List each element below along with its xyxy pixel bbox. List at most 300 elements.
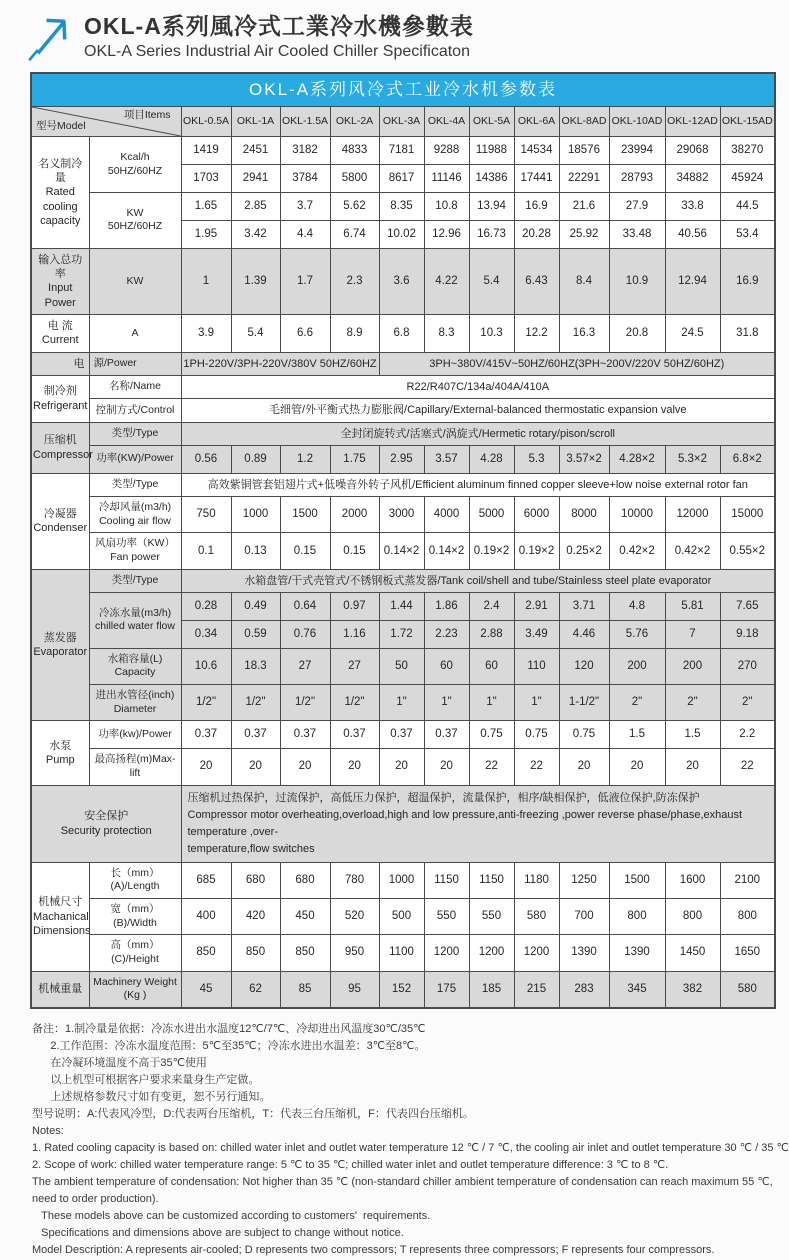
table-cell: 0.75: [514, 721, 559, 749]
table-row: [31, 248, 775, 314]
table-cell: 0.75: [469, 721, 514, 749]
table-cell: 110: [514, 648, 559, 684]
table-cell: 类型/Type: [89, 422, 181, 445]
table-cell: 450: [280, 899, 330, 935]
table-cell: 20: [330, 749, 379, 785]
page-titles: [84, 8, 474, 61]
model-header: OKL-3A: [379, 107, 424, 137]
table-cell: 20: [424, 749, 469, 785]
table-cell: 0.1: [181, 533, 231, 569]
table-cell: 29068: [665, 137, 720, 165]
table-cell: 0.64: [280, 592, 330, 620]
row-label-pump: 水泵 Pump: [31, 721, 89, 785]
table-cell: 0.42×2: [609, 533, 665, 569]
table-cell: 1.72: [379, 620, 424, 648]
table-cell: 7: [665, 620, 720, 648]
table-cell: 8.35: [379, 192, 424, 220]
table-cell: 1/2": [181, 685, 231, 721]
table-cell: 1150: [424, 862, 469, 898]
table-cell: 10.9: [609, 248, 665, 314]
model-header: OKL-0.5A: [181, 107, 231, 137]
table-cell: 420: [231, 899, 280, 935]
table-cell: 5.76: [609, 620, 665, 648]
model-header: OKL-12AD: [665, 107, 720, 137]
note-line: 在冷凝环境温度不高于35℃使用: [32, 1056, 207, 1069]
table-cell: 31.8: [720, 315, 775, 353]
table-cell: 1PH-220V/3PH-220V/380V 50HZ/60HZ: [181, 352, 379, 375]
table-cell: 0.37: [231, 721, 280, 749]
table-cell: 5800: [330, 165, 379, 193]
table-cell: 27.9: [609, 192, 665, 220]
table-cell: 24.5: [665, 315, 720, 353]
table-row: [31, 445, 775, 473]
table-cell: 8.3: [424, 315, 469, 353]
table-cell: 3182: [280, 137, 330, 165]
table-cell: 20.8: [609, 315, 665, 353]
row-label-input-power: 输入总功率 Input Power: [31, 248, 89, 314]
table-cell: 34882: [665, 165, 720, 193]
note-line: 上述规格参数尺寸如有变更，恕不另行通知。: [32, 1091, 271, 1104]
model-header: OKL-15AD: [720, 107, 775, 137]
table-cell: 长（mm）(A)/Length: [89, 862, 181, 898]
corner-model-label: 型号Model: [36, 120, 86, 133]
model-header: OKL-8AD: [559, 107, 609, 137]
table-cell: 3.7: [280, 192, 330, 220]
table-cell: 0.37: [379, 721, 424, 749]
table-row: [31, 497, 775, 533]
table-cell: 22291: [559, 165, 609, 193]
table-cell: 10.6: [181, 648, 231, 684]
model-header: OKL-10AD: [609, 107, 665, 137]
row-label-condenser: 冷凝器 Condenser: [31, 473, 89, 569]
table-cell: 12.94: [665, 248, 720, 314]
table-cell: 18576: [559, 137, 609, 165]
table-cell: 1: [181, 248, 231, 314]
spec-table-wrap: [30, 72, 774, 1009]
table-cell: 5.4: [231, 315, 280, 353]
table-cell: 0.42×2: [665, 533, 720, 569]
table-cell: 2.4: [469, 592, 514, 620]
table-cell: 3.9: [181, 315, 231, 353]
table-cell: 压缩机过热保护，过流保护，高低压力保护，超温保护，流量保护，相序/缺相保护，低液位保护,防冻保护 Compressor motor overheating,overload,high and low pressure,anti-freezing ,power reverse phase/phase,exhaust temperature ,over- temperature,flow switches: [181, 785, 775, 862]
table-cell: 750: [181, 497, 231, 533]
table-cell: 1703: [181, 165, 231, 193]
table-cell: 2.2: [720, 721, 775, 749]
table-title: OKL-A系列风冷式工业冷水机参数表: [31, 73, 775, 107]
table-cell: 45924: [720, 165, 775, 193]
table-cell: 2.91: [514, 592, 559, 620]
table-cell: 38270: [720, 137, 775, 165]
table-cell: 0.89: [231, 445, 280, 473]
corner-items-label: 项目Items: [123, 109, 171, 122]
table-cell: 0.28: [181, 592, 231, 620]
table-row: [31, 862, 775, 898]
table-cell: 45: [181, 971, 231, 1008]
model-header: OKL-6A: [514, 107, 559, 137]
row-label-rated-cooling-capacity: 名义制冷量 Rated cooling capacity: [31, 137, 89, 249]
table-cell: 10.8: [424, 192, 469, 220]
table-cell: 0.37: [424, 721, 469, 749]
table-cell: 1000: [379, 862, 424, 898]
table-cell: 550: [424, 899, 469, 935]
table-cell: 1200: [424, 935, 469, 971]
model-header-row: [31, 107, 775, 137]
table-cell: 水箱容量(L) Capacity: [89, 648, 181, 684]
table-cell: 53.4: [720, 220, 775, 248]
table-cell: 2451: [231, 137, 280, 165]
table-cell: 1.75: [330, 445, 379, 473]
table-cell: 700: [559, 899, 609, 935]
table-cell: 6.6: [280, 315, 330, 353]
table-cell: 3784: [280, 165, 330, 193]
table-cell: 1500: [280, 497, 330, 533]
model-header: OKL-1A: [231, 107, 280, 137]
table-cell: 20: [559, 749, 609, 785]
row-label-power-supply: 电: [31, 352, 89, 375]
table-cell: 宽（mm）(B)/Width: [89, 899, 181, 935]
row-label-compressor: 压缩机 Compressor: [31, 422, 89, 473]
table-cell: 7181: [379, 137, 424, 165]
table-row: [31, 592, 775, 620]
table-cell: 0.55×2: [720, 533, 775, 569]
table-cell: 4833: [330, 137, 379, 165]
table-row: [31, 721, 775, 749]
table-cell: 3.49: [514, 620, 559, 648]
model-header: OKL-5A: [469, 107, 514, 137]
table-cell: 685: [181, 862, 231, 898]
table-cell: 0.15: [280, 533, 330, 569]
table-cell: 22: [514, 749, 559, 785]
table-cell: 1.5: [609, 721, 665, 749]
table-cell: 14386: [469, 165, 514, 193]
table-cell: 1600: [665, 862, 720, 898]
table-cell: 5.4: [469, 248, 514, 314]
table-cell: 1.86: [424, 592, 469, 620]
table-cell: 0.59: [231, 620, 280, 648]
table-cell: 毛细管/外平衡式热力膨胀阀/Capillary/External-balanced thermostatic expansion valve: [181, 399, 775, 422]
note-line: 型号说明：A:代表风冷型，D:代表两台压缩机，T：代表三台压缩机，F：代表四台压缩机。: [32, 1108, 474, 1121]
table-cell: 20.28: [514, 220, 559, 248]
table-cell: 0.56: [181, 445, 231, 473]
table-cell: 3.71: [559, 592, 609, 620]
table-cell: 185: [469, 971, 514, 1008]
note-line: 2. Scope of work: chilled water temperature range: 5 ℃ to 35 ℃; chilled water inlet and outlet temperature difference: 3 ℃ to 8 ℃.: [32, 1159, 669, 1172]
table-cell: 2941: [231, 165, 280, 193]
table-cell: 2000: [330, 497, 379, 533]
table-cell: 1.5: [665, 721, 720, 749]
table-cell: 3.57: [424, 445, 469, 473]
table-cell: 0.75: [559, 721, 609, 749]
table-cell: 名称/Name: [89, 375, 181, 398]
table-cell: 520: [330, 899, 379, 935]
table-cell: 28793: [609, 165, 665, 193]
model-header: OKL-2A: [330, 107, 379, 137]
table-cell: 3.6: [379, 248, 424, 314]
table-cell: 152: [379, 971, 424, 1008]
table-cell: 15000: [720, 497, 775, 533]
table-cell: 44.5: [720, 192, 775, 220]
table-cell: 4.4: [280, 220, 330, 248]
table-cell: A: [89, 315, 181, 353]
table-cell: 20: [231, 749, 280, 785]
corner-cell: [31, 107, 181, 137]
row-label-mechanical-dimensions: 机械尺寸 Machanical Dimensions: [31, 862, 89, 971]
table-row: [31, 375, 775, 398]
note-line: Model Description: A represents air-cooled; D represents two compressors; T represents three compressors; F represents four compressors.: [32, 1244, 715, 1257]
table-cell: 18.3: [231, 648, 280, 684]
table-cell: 0.19×2: [469, 533, 514, 569]
table-cell: 4.46: [559, 620, 609, 648]
page-header: [0, 0, 789, 62]
table-cell: 9.18: [720, 620, 775, 648]
table-cell: 1.44: [379, 592, 424, 620]
table-cell: 0.25×2: [559, 533, 609, 569]
brand-arrow-icon: [24, 10, 76, 62]
table-cell: 6.8: [379, 315, 424, 353]
table-cell: 800: [720, 899, 775, 935]
table-cell: 3.42: [231, 220, 280, 248]
table-cell: 1/2": [330, 685, 379, 721]
table-cell: 580: [514, 899, 559, 935]
spec-table-body: [31, 73, 775, 1008]
table-cell: 冷却风量(m3/h) Cooling air flow: [89, 497, 181, 533]
table-row: [31, 785, 775, 862]
table-cell: 16.9: [514, 192, 559, 220]
table-cell: 680: [231, 862, 280, 898]
table-cell: 2": [609, 685, 665, 721]
table-cell: 1.39: [231, 248, 280, 314]
table-cell: R22/R407C/134a/404A/410A: [181, 375, 775, 398]
table-cell: 2.95: [379, 445, 424, 473]
table-cell: 13.94: [469, 192, 514, 220]
table-cell: 1200: [469, 935, 514, 971]
table-cell: 1/2": [280, 685, 330, 721]
table-cell: 7.65: [720, 592, 775, 620]
table-cell: 1/2": [231, 685, 280, 721]
table-cell: 1419: [181, 137, 231, 165]
table-cell: 800: [665, 899, 720, 935]
table-cell: KW: [89, 248, 181, 314]
table-cell: 120: [559, 648, 609, 684]
table-cell: 2.88: [469, 620, 514, 648]
table-cell: 60: [469, 648, 514, 684]
table-cell: 1390: [609, 935, 665, 971]
table-cell: 1.16: [330, 620, 379, 648]
table-cell: 1": [469, 685, 514, 721]
table-cell: 6000: [514, 497, 559, 533]
table-cell: 风扇功率（KW） Fan power: [89, 533, 181, 569]
table-cell: 0.49: [231, 592, 280, 620]
table-cell: 200: [665, 648, 720, 684]
table-row: [31, 971, 775, 1008]
table-cell: 50: [379, 648, 424, 684]
model-header: OKL-1.5A: [280, 107, 330, 137]
table-cell: 400: [181, 899, 231, 935]
spec-table: [30, 72, 776, 1009]
table-cell: 2": [665, 685, 720, 721]
table-cell: 40.56: [665, 220, 720, 248]
table-cell: 4.28: [469, 445, 514, 473]
table-cell: 8617: [379, 165, 424, 193]
table-cell: 9288: [424, 137, 469, 165]
table-cell: 25.92: [559, 220, 609, 248]
table-cell: 2.85: [231, 192, 280, 220]
table-cell: 0.37: [181, 721, 231, 749]
page-title-en: OKL-A Series Industrial Air Cooled Chiller Specificaton: [84, 43, 470, 60]
row-label-refrigerant: 制冷剂 Refrigerant: [31, 375, 89, 422]
table-row: [31, 137, 775, 165]
table-cell: 0.37: [280, 721, 330, 749]
note-line: These models above can be customized according to customers' requirements.: [32, 1210, 431, 1223]
table-cell: 27: [280, 648, 330, 684]
table-cell: 3.57×2: [559, 445, 609, 473]
table-row: [31, 685, 775, 721]
table-cell: 33.8: [665, 192, 720, 220]
table-cell: 10.3: [469, 315, 514, 353]
table-row: [31, 749, 775, 785]
table-cell: 12000: [665, 497, 720, 533]
table-cell: 1.7: [280, 248, 330, 314]
table-cell: 功率(kw)/Power: [89, 721, 181, 749]
table-cell: 21.6: [559, 192, 609, 220]
table-cell: 20: [665, 749, 720, 785]
table-cell: 850: [231, 935, 280, 971]
table-cell: 1.95: [181, 220, 231, 248]
table-row: [31, 648, 775, 684]
table-cell: 6.8×2: [720, 445, 775, 473]
table-cell: 控制方式/Control: [89, 399, 181, 422]
table-cell: 200: [609, 648, 665, 684]
table-cell: 4.22: [424, 248, 469, 314]
table-cell: 95: [330, 971, 379, 1008]
table-cell: 8000: [559, 497, 609, 533]
table-cell: 850: [280, 935, 330, 971]
table-cell: 60: [424, 648, 469, 684]
table-cell: 类型/Type: [89, 473, 181, 496]
table-cell: 5.62: [330, 192, 379, 220]
table-cell: 1450: [665, 935, 720, 971]
table-row: [31, 192, 775, 220]
table-cell: 0.76: [280, 620, 330, 648]
table-cell: Machinery Weight (Kg ): [89, 971, 181, 1008]
table-cell: 6.74: [330, 220, 379, 248]
table-cell: 20: [280, 749, 330, 785]
table-cell: 1": [379, 685, 424, 721]
table-cell: 215: [514, 971, 559, 1008]
table-cell: 10.02: [379, 220, 424, 248]
table-cell: 高（mm）(C)/Height: [89, 935, 181, 971]
note-line: Notes:: [32, 1125, 64, 1138]
table-cell: 3000: [379, 497, 424, 533]
table-cell: 1650: [720, 935, 775, 971]
table-cell: 283: [559, 971, 609, 1008]
table-cell: 5000: [469, 497, 514, 533]
model-header: OKL-4A: [424, 107, 469, 137]
table-cell: 20: [609, 749, 665, 785]
table-cell: 水箱盘管/干式壳管式/不锈钢板式蒸发器/Tank coil/shell and tube/Stainless steel plate evaporator: [181, 569, 775, 592]
table-cell: 4000: [424, 497, 469, 533]
table-cell: 345: [609, 971, 665, 1008]
table-cell: 550: [469, 899, 514, 935]
table-cell: 2.23: [424, 620, 469, 648]
table-row: [31, 899, 775, 935]
table-cell: 功率(KW)/Power: [89, 445, 181, 473]
table-cell: 20: [379, 749, 424, 785]
table-row: [31, 533, 775, 569]
table-cell: 6.43: [514, 248, 559, 314]
table-cell: 1390: [559, 935, 609, 971]
table-cell: 全封闭旋转式/活塞式/涡旋式/Hermetic rotary/pison/scroll: [181, 422, 775, 445]
row-label-machinery-weight: 机械重量: [31, 971, 89, 1008]
table-cell: 0.19×2: [514, 533, 559, 569]
note-line: 1. Rated cooling capacity is based on: chilled water inlet and outlet water temperature 12 ℃ / 7 ℃, the cooling air inlet and outlet temperature 30 ℃ / 35 ℃: [32, 1142, 789, 1155]
table-cell: 270: [720, 648, 775, 684]
table-cell: 2100: [720, 862, 775, 898]
table-cell: 16.9: [720, 248, 775, 314]
table-cell: 4.28×2: [609, 445, 665, 473]
table-cell: 20: [181, 749, 231, 785]
table-cell: 10000: [609, 497, 665, 533]
table-cell: 33.48: [609, 220, 665, 248]
table-row: [31, 569, 775, 592]
table-cell: 780: [330, 862, 379, 898]
note-line: 以上机型可根据客户要求来量身生产定做。: [32, 1074, 260, 1087]
table-cell: 1.65: [181, 192, 231, 220]
page-title-zh: OKL-A系列風冷式工業冷水機參數表: [84, 13, 474, 39]
table-cell: 0.34: [181, 620, 231, 648]
table-cell: 最高扬程(m)Max-lift: [89, 749, 181, 785]
table-cell: 22: [720, 749, 775, 785]
note-line: Specifications and dimensions above are subject to change without notice.: [32, 1227, 404, 1240]
table-cell: 0.37: [330, 721, 379, 749]
table-cell: 850: [181, 935, 231, 971]
table-cell: 11988: [469, 137, 514, 165]
table-cell: 冷冻水量(m3/h) chilled water flow: [89, 592, 181, 648]
table-cell: 1150: [469, 862, 514, 898]
table-cell: 8.4: [559, 248, 609, 314]
table-cell: 14534: [514, 137, 559, 165]
table-cell: 0.97: [330, 592, 379, 620]
row-label-security-protection: 安全保护 Security protection: [31, 785, 181, 862]
table-row: [31, 935, 775, 971]
table-cell: 800: [609, 899, 665, 935]
table-cell: 1": [424, 685, 469, 721]
table-cell: 1500: [609, 862, 665, 898]
table-cell: 1.2: [280, 445, 330, 473]
table-cell: 17441: [514, 165, 559, 193]
table-row: [31, 422, 775, 445]
table-cell: 0.14×2: [379, 533, 424, 569]
table-row: [31, 399, 775, 422]
table-cell: 950: [330, 935, 379, 971]
notes: [32, 1021, 789, 1260]
table-cell: 580: [720, 971, 775, 1008]
table-row: [31, 473, 775, 496]
table-cell: 1100: [379, 935, 424, 971]
table-cell: 62: [231, 971, 280, 1008]
note-line: 2.工作范围：冷冻水温度范围：5℃至35℃；冷冻水进出水温差：3℃至8℃。: [32, 1039, 426, 1052]
note-line: 备注：1.制冷量是依据：冷冻水进出水温度12℃/7℃、冷却进出风温度30℃/35℃: [32, 1022, 426, 1035]
table-cell: 高效紫铜管套铝翅片式+低噪音外转子风机/Efficient aluminum finned copper sleeve+low noise external rotor fan: [181, 473, 775, 496]
table-cell: 5.3: [514, 445, 559, 473]
table-cell: 3PH~380V/415V~50HZ/60HZ(3PH~200V/220V 50HZ/60HZ): [379, 352, 775, 375]
table-cell: 0.14×2: [424, 533, 469, 569]
table-cell: 8.9: [330, 315, 379, 353]
table-cell: 11146: [424, 165, 469, 193]
table-cell: 1200: [514, 935, 559, 971]
table-cell: 5.3×2: [665, 445, 720, 473]
table-cell: 0.15: [330, 533, 379, 569]
